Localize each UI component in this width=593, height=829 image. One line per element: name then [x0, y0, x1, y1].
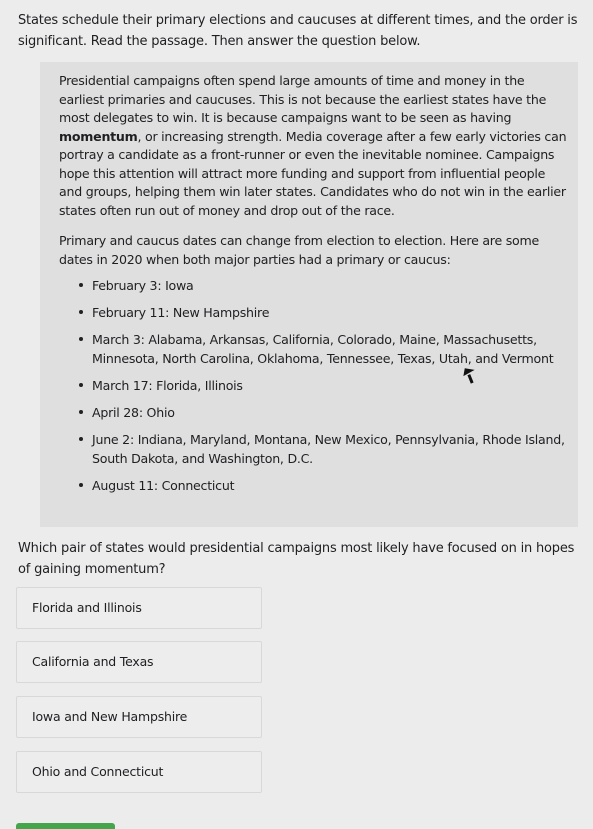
- passage-paragraph-1: [59, 72, 568, 220]
- list-item: [59, 403, 568, 422]
- list-item: [59, 330, 568, 368]
- date-text: February 3: Iowa: [92, 278, 194, 293]
- bullet-icon: [79, 483, 83, 487]
- date-text: April 28: Ohio: [92, 405, 175, 420]
- answer-choice-iowa-new-hampshire[interactable]: Iowa and New Hampshire: [16, 696, 262, 738]
- date-text: August 11: Connecticut: [92, 478, 235, 493]
- passage-box: [40, 62, 578, 527]
- list-item: [59, 476, 568, 495]
- list-item: [59, 276, 568, 295]
- dates-list: [59, 276, 568, 495]
- date-text: March 17: Florida, Illinois: [92, 378, 243, 393]
- bullet-icon: [79, 310, 83, 314]
- bullet-icon: [79, 337, 83, 341]
- bullet-icon: [79, 383, 83, 387]
- answer-choice-ohio-connecticut[interactable]: Ohio and Connecticut: [16, 751, 262, 793]
- date-text: June 2: Indiana, Maryland, Montana, New Mexico, Pennsylvania, Rhode Island, South Dakota, and Washington, D.C.: [92, 432, 565, 466]
- list-item: [59, 303, 568, 322]
- answer-choice-california-texas[interactable]: California and Texas: [16, 641, 262, 683]
- submit-button[interactable]: [16, 823, 115, 829]
- date-text: March 3: Alabama, Arkansas, California, Colorado, Maine, Massachusetts, Minnesota, North Carolina, Oklahoma, Tennessee, Texas, Utah, and Vermont: [92, 332, 554, 366]
- passage-text: Presidential campaigns often spend large amounts of time and money in the earliest primaries and caucuses. This is not because the earliest states have the most delegates to win. It is because campaigns want to be seen as having: [59, 73, 547, 125]
- bullet-icon: [79, 410, 83, 414]
- date-text: February 11: New Hampshire: [92, 305, 270, 320]
- mouse-cursor-icon: [463, 368, 474, 378]
- bullet-icon: [79, 437, 83, 441]
- passage-paragraph-2: Primary and caucus dates can change from election to election. Here are some dates in 2020 when both major parties had a primary or caucus:: [59, 233, 539, 267]
- list-item: [59, 376, 568, 395]
- answer-choice-florida-illinois[interactable]: Florida and Illinois: [16, 587, 262, 629]
- momentum-term: momentum: [59, 128, 138, 144]
- bullet-icon: [79, 283, 83, 287]
- list-item: [59, 430, 568, 468]
- instructions-text: States schedule their primary elections and caucuses at different times, and the order is significant. Read the passage. Then answer the question below.: [18, 13, 578, 49]
- question-text: Which pair of states would presidential campaigns most likely have focused on in hopes of gaining momentum?: [18, 541, 575, 577]
- passage-text: , or increasing strength. Media coverage after a few early victories can portray a candidate as a front-runner or even the inevitable nominee. Campaigns hope this attention will attract more funding and support from influential people and groups, helping them win later states. Candidates who do not win in the earlier states often run out of money and drop out of the race.: [59, 128, 567, 218]
